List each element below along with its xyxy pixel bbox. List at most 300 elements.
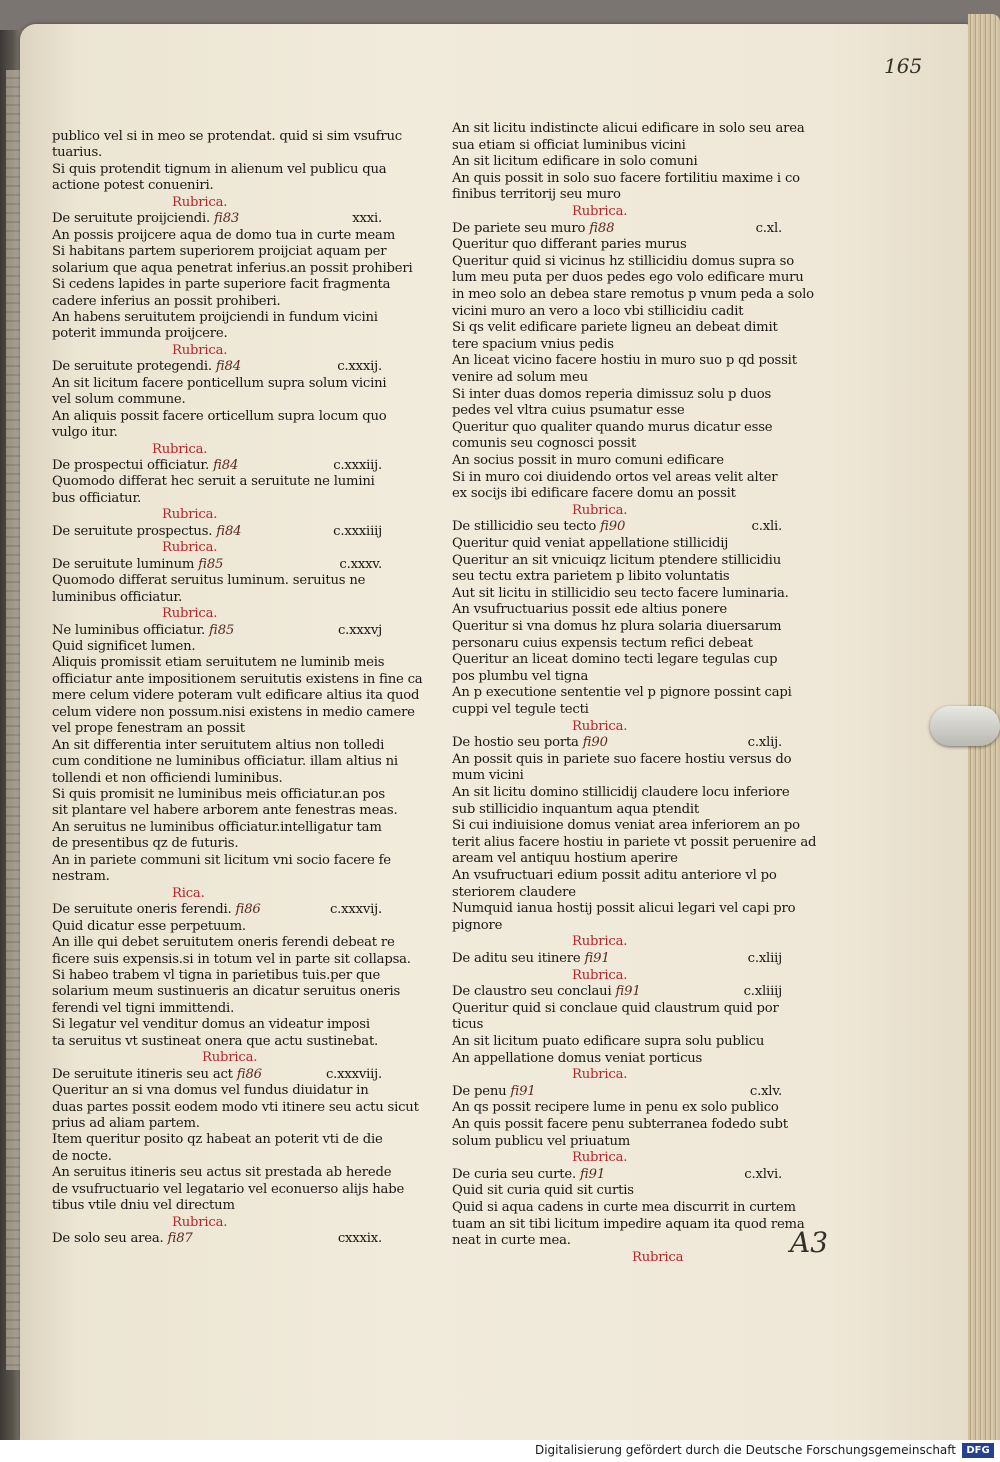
line-text: An socius possit in muro comuni edificare bbox=[452, 453, 724, 468]
rubric-heading: Rica. bbox=[172, 885, 205, 901]
text-line bbox=[52, 1164, 391, 1181]
line-text: Queritur an sit vnicuiqz licitum ptendere stillicidiu bbox=[452, 552, 781, 568]
line-text: Si quis protendit tignum in alienum vel publicu qua bbox=[52, 161, 387, 177]
line-text: Quid sit curia quid sit curtis bbox=[452, 1183, 634, 1199]
line-text: de nocte. bbox=[52, 1148, 112, 1164]
chapter-number: c.xxxij. bbox=[337, 359, 382, 375]
line-text: An aliquis possit facere orticellum supra locum quo bbox=[52, 408, 387, 424]
text-line bbox=[52, 210, 239, 227]
line-text: cuppi vel tegule tecti bbox=[452, 702, 589, 717]
marginal-note: fi90 bbox=[578, 735, 608, 751]
line-text: luminibus officiatur. bbox=[52, 589, 183, 605]
text-line bbox=[52, 177, 213, 194]
line-text: De seruitute proijciendi. bbox=[52, 211, 210, 227]
marginal-note: fi85 bbox=[205, 622, 235, 638]
chapter-number: c.xlij. bbox=[747, 735, 782, 751]
text-line bbox=[452, 767, 524, 784]
text-line bbox=[452, 286, 814, 303]
text-line bbox=[52, 654, 384, 671]
rubric-heading: Rubrica. bbox=[572, 718, 628, 734]
text-line bbox=[52, 802, 397, 819]
text-line bbox=[452, 236, 687, 253]
text-line bbox=[52, 490, 141, 507]
text-line bbox=[452, 419, 772, 436]
text-line bbox=[452, 801, 699, 818]
rubric-heading: Rubrica. bbox=[162, 606, 218, 622]
line-text: Queritur an liceat domino tecti legare tegulas cup bbox=[452, 652, 778, 668]
text-line bbox=[452, 1083, 535, 1100]
line-text: Queritur quid veniat appellatione stillicidij bbox=[452, 536, 729, 551]
chapter-number: c.xxxiij. bbox=[333, 458, 382, 473]
text-line bbox=[52, 868, 110, 885]
text-line bbox=[52, 951, 411, 968]
rubric-heading: Rubrica. bbox=[572, 934, 628, 950]
rubric-heading: Rubrica. bbox=[572, 1067, 628, 1083]
rubric-heading: Rubrica. bbox=[572, 1150, 628, 1166]
text-line bbox=[452, 651, 777, 668]
text-line bbox=[52, 556, 223, 573]
text-line bbox=[452, 751, 791, 768]
text-line bbox=[52, 1181, 404, 1198]
text-line bbox=[52, 983, 400, 1000]
chapter-number: cxxxix. bbox=[337, 1231, 382, 1247]
line-text: ta seruitus vt sustineat onera que actu sustinebat. bbox=[52, 1033, 379, 1049]
text-line bbox=[572, 203, 627, 220]
line-text: personaru cuius expensis tectum refici debeat bbox=[452, 635, 753, 651]
line-text: An appellatione domus veniat porticus bbox=[452, 1050, 703, 1066]
chapter-number: c.xxxviij. bbox=[325, 1066, 382, 1082]
line-text: celum videre non possum.nisi existens in medio camere bbox=[52, 704, 415, 720]
line-text: tere spacium vnius pedis bbox=[452, 336, 614, 352]
line-text: Si cui indiuisione domus veniat area inferiorem an po bbox=[452, 818, 800, 834]
line-text: An possit quis in pariete suo facere hostiu versus do bbox=[452, 751, 792, 767]
text-line bbox=[452, 1166, 605, 1183]
line-text: Si in muro coi diuidendo ortos vel areas velit alter bbox=[452, 469, 778, 485]
line-text: mum vicini bbox=[452, 768, 524, 784]
line-text: Si cedens lapides in parte superiore facit fragmenta bbox=[52, 277, 391, 293]
text-line bbox=[52, 819, 382, 836]
rubric-heading: Rubrica. bbox=[172, 342, 228, 358]
text-line bbox=[452, 269, 804, 286]
marginal-note: fi91 bbox=[575, 1166, 606, 1182]
line-text: mere celum videre poteram vult edificare altius ita quod bbox=[52, 688, 420, 704]
line-text: tibus vtile dniu vel directum bbox=[52, 1198, 235, 1214]
line-text: An sit licitu domino stillicidij claudere locu inferiore bbox=[452, 785, 790, 800]
marginal-note: fi88 bbox=[585, 220, 615, 236]
left-text-column bbox=[52, 128, 423, 1248]
text-line bbox=[452, 253, 794, 270]
marginal-note: fi84 bbox=[212, 523, 242, 539]
line-text: cadere inferius an possit prohiberi. bbox=[52, 293, 281, 309]
folio-number: 165 bbox=[884, 54, 923, 78]
text-line bbox=[452, 950, 610, 967]
line-text: solarium meum sustinueris an dicatur seruitus oneris bbox=[52, 984, 401, 1000]
text-line bbox=[52, 901, 261, 918]
line-text: bus officiatur. bbox=[52, 490, 142, 506]
line-text: An habens seruitutem proijciendi in fundum vicini bbox=[52, 309, 378, 325]
rubric-heading: Rubrica. bbox=[162, 540, 218, 556]
rubric-heading: Rubrica. bbox=[172, 1214, 228, 1230]
text-line bbox=[52, 473, 375, 490]
line-text: De seruitute itineris seu act bbox=[52, 1066, 233, 1082]
text-line bbox=[452, 568, 729, 585]
line-text: An vsufructuari edium possit aditu anteriore vl po bbox=[452, 868, 777, 883]
text-line bbox=[572, 1066, 627, 1083]
line-text: An ille qui debet seruitutem oneris ferendi debeat re bbox=[52, 935, 395, 951]
chapter-number: c.xxxvj bbox=[337, 622, 382, 638]
page-clip bbox=[930, 706, 1000, 746]
text-line bbox=[52, 391, 186, 408]
line-text: Numquid ianua hostij possit alicui legari vel capi pro bbox=[452, 901, 796, 917]
text-line bbox=[452, 867, 777, 884]
rubric-heading: Rubrica. bbox=[152, 441, 208, 457]
text-line bbox=[452, 1033, 764, 1050]
text-line bbox=[52, 325, 228, 342]
line-text: Si qs velit edificare pariete ligneu an debeat dimit bbox=[452, 320, 778, 336]
text-line bbox=[452, 352, 797, 369]
text-line bbox=[52, 770, 283, 787]
text-line bbox=[452, 585, 789, 602]
text-line bbox=[52, 408, 387, 425]
text-line bbox=[572, 933, 627, 950]
line-text: in meo solo an debea stare remotus p vnum peda a solo bbox=[452, 287, 814, 302]
text-line bbox=[452, 452, 724, 469]
text-line bbox=[452, 635, 753, 652]
text-line bbox=[452, 137, 686, 154]
text-line bbox=[52, 1148, 112, 1165]
line-text: Queritur quid si conclaue quid claustrum quid por bbox=[452, 1000, 779, 1016]
text-line bbox=[52, 638, 195, 655]
text-line bbox=[52, 967, 380, 984]
line-text: vulgo itur. bbox=[52, 425, 118, 441]
line-text: Quomodo differat hec seruit a seruitute ne lumini bbox=[52, 474, 375, 490]
line-text: Si habitans partem superiorem proijciat aquam per bbox=[52, 244, 387, 260]
line-text: terit alius facere hostiu in pariete vt possit peruenire ad bbox=[452, 834, 817, 850]
text-line bbox=[52, 589, 182, 606]
text-line bbox=[162, 605, 217, 622]
rubric-heading: Rubrica bbox=[632, 1249, 684, 1265]
chapter-number: c.xxxv. bbox=[339, 556, 382, 572]
line-text: Ne luminibus officiatur. bbox=[52, 622, 205, 638]
line-text: actione potest conueniri. bbox=[52, 178, 214, 194]
text-line bbox=[452, 1116, 788, 1133]
line-text: De seruitute prospectus. bbox=[52, 523, 213, 539]
line-text: tollendi et non officiendi luminibus. bbox=[52, 770, 283, 786]
line-text: Quid significet lumen. bbox=[52, 638, 196, 654]
marginal-note: fi91 bbox=[580, 951, 610, 966]
chapter-number: c.xlv. bbox=[749, 1083, 782, 1099]
text-line bbox=[52, 375, 386, 392]
line-text: de vsufructuario vel legatario vel econuerso alijs habe bbox=[52, 1181, 405, 1197]
text-line bbox=[52, 852, 391, 869]
line-text: sub stillicidio inquantum aqua ptendit bbox=[452, 801, 699, 817]
line-text: De penu bbox=[452, 1083, 507, 1099]
line-text: ficere suis expensis.si in totum vel in parte sit collapsa. bbox=[52, 951, 411, 967]
line-text: ex socijs ibi edificare facere domu an possit bbox=[452, 486, 736, 502]
line-text: Quomodo differat seruitus luminum. seruitus ne bbox=[52, 573, 366, 589]
text-line bbox=[52, 1000, 234, 1017]
chapter-number: c.xliiij bbox=[743, 984, 782, 1000]
line-text: Aliquis promissit etiam seruitutem ne luminib meis bbox=[52, 655, 385, 671]
line-text: De curia seu curte. bbox=[452, 1166, 576, 1182]
text-line bbox=[52, 720, 245, 737]
text-line bbox=[452, 402, 685, 419]
text-line bbox=[52, 243, 386, 260]
text-line bbox=[452, 817, 800, 834]
text-line bbox=[452, 834, 816, 851]
funding-notice: Digitalisierung gefördert durch die Deutsche Forschungsgemeinschaft bbox=[534, 1443, 956, 1457]
text-line bbox=[452, 1099, 779, 1116]
text-line bbox=[52, 835, 238, 852]
line-text: ferendi vel tigni immittendi. bbox=[52, 1000, 235, 1016]
text-line bbox=[452, 469, 777, 486]
line-text: An sit licitum puato edificare supra solu publicu bbox=[452, 1034, 765, 1049]
text-line bbox=[172, 885, 205, 902]
text-line bbox=[52, 227, 395, 244]
line-text: neat in curte mea. bbox=[452, 1233, 571, 1249]
text-line bbox=[52, 786, 385, 803]
text-line bbox=[452, 120, 805, 137]
text-line bbox=[452, 1000, 779, 1017]
marginal-note: fi90 bbox=[596, 519, 626, 535]
text-line bbox=[52, 1131, 383, 1148]
line-text: An quis possit in solo suo facere fortilitiu maxime i co bbox=[452, 170, 800, 186]
text-line bbox=[52, 1230, 193, 1247]
line-text: Si inter duas domos reperia dimissuz solu p duos bbox=[452, 386, 772, 402]
line-text: Queritur quo qualiter quando murus dicatur esse bbox=[452, 419, 773, 435]
line-text: De aditu seu itinere bbox=[452, 951, 581, 966]
footer-bar bbox=[0, 1440, 1000, 1462]
text-line bbox=[452, 668, 588, 685]
text-line bbox=[572, 718, 627, 735]
text-line bbox=[452, 917, 502, 934]
text-line bbox=[162, 506, 217, 523]
line-text: An seruitus itineris seu actus sit prestada ab herede bbox=[52, 1165, 392, 1181]
text-line bbox=[172, 1214, 227, 1231]
text-line bbox=[52, 572, 365, 589]
text-line bbox=[452, 336, 614, 353]
line-text: sua etiam si officiat luminibus vicini bbox=[452, 137, 686, 153]
line-text: An vsufructuarius possit ede altius ponere bbox=[452, 602, 727, 618]
chapter-number: c.xl. bbox=[755, 220, 782, 236]
signature-mark: A3 bbox=[790, 1226, 829, 1259]
text-line bbox=[52, 704, 415, 721]
line-text: pedes vel vltra cuius psumatur esse bbox=[452, 403, 685, 419]
line-text: An sit licitum facere ponticellum supra solum vicini bbox=[52, 375, 387, 391]
text-line bbox=[52, 1033, 378, 1050]
line-text: pos plumbu vel tigna bbox=[452, 668, 589, 684]
line-text: Queritur quo differant paries murus bbox=[452, 237, 687, 253]
text-line bbox=[452, 1216, 805, 1233]
line-text: Aut sit licitu in stillicidio seu tecto facere luminaria. bbox=[452, 585, 789, 601]
line-text: finibus territorij seu muro bbox=[452, 187, 621, 203]
line-text: De solo seu area. bbox=[52, 1231, 164, 1247]
line-text: solarium que aqua penetrat inferius.an possit prohiberi bbox=[52, 260, 413, 276]
line-text: comunis seu cognosci possit bbox=[452, 436, 637, 452]
line-text: duas partes possit eodem modo vti itinere seu actu sicut bbox=[52, 1099, 419, 1115]
text-line bbox=[52, 934, 395, 951]
chapter-number: c.xxxiiij bbox=[333, 523, 382, 539]
text-line bbox=[452, 552, 781, 569]
text-line bbox=[452, 1232, 571, 1249]
dfg-logo: DFG bbox=[962, 1443, 994, 1458]
line-text: nestram. bbox=[52, 869, 110, 885]
text-line bbox=[452, 850, 678, 867]
line-text: An possis proijcere aqua de domo tua in curte meam bbox=[52, 227, 395, 243]
line-text: Si legatur vel venditur domus an videatur imposi bbox=[52, 1017, 370, 1033]
text-line bbox=[572, 967, 627, 984]
marginal-note: fi87 bbox=[163, 1231, 193, 1247]
text-line bbox=[452, 535, 728, 552]
line-text: De hostio seu porta bbox=[452, 735, 579, 751]
line-text: seu tectu extra parietem p libito voluntatis bbox=[452, 569, 730, 585]
text-line bbox=[452, 784, 789, 801]
marginal-note: fi83 bbox=[210, 211, 240, 227]
line-text: An qs possit recipere lume in penu ex solo publico bbox=[452, 1100, 779, 1116]
text-line bbox=[452, 1133, 630, 1150]
line-text: Item queritur posito qz habeat an poterit vti de die bbox=[52, 1132, 383, 1148]
text-line bbox=[52, 1115, 200, 1132]
chapter-number: c.xlvi. bbox=[744, 1166, 782, 1182]
line-text: de presentibus qz de futuris. bbox=[52, 836, 239, 852]
line-text: De stillicidio seu tecto bbox=[452, 519, 597, 535]
text-line bbox=[452, 386, 771, 403]
line-text: De prospectui officiatur. bbox=[52, 458, 210, 473]
line-text: prius ad aliam partem. bbox=[52, 1116, 200, 1131]
line-text: De claustro seu conclaui bbox=[452, 984, 612, 1000]
line-text: sit plantare vel habere arborem ante fenestras meas. bbox=[52, 803, 398, 819]
text-line bbox=[52, 276, 390, 293]
chapter-number: c.xxxvij. bbox=[329, 902, 382, 918]
marginal-note: fi84 bbox=[211, 359, 241, 375]
text-line bbox=[452, 1016, 483, 1033]
line-text: An quis possit facere penu subterranea fodedo subt bbox=[452, 1117, 788, 1132]
text-line bbox=[452, 435, 636, 452]
text-line bbox=[632, 1249, 683, 1266]
text-line bbox=[452, 186, 621, 203]
text-line bbox=[452, 319, 778, 336]
line-text: vicini muro an vero a loco vbi stillicidiu cadit bbox=[452, 303, 744, 319]
text-line bbox=[452, 734, 608, 751]
text-line bbox=[452, 1199, 796, 1216]
rubric-heading: Rubrica. bbox=[202, 1050, 258, 1066]
marginal-note: fi91 bbox=[611, 984, 641, 1000]
line-text: vel prope fenestram an possit bbox=[52, 721, 245, 737]
line-text: cum conditione ne luminibus officiatur. illam altius ni bbox=[52, 754, 398, 770]
text-line bbox=[52, 523, 241, 540]
line-text: venire ad solum meu bbox=[452, 370, 588, 385]
text-line bbox=[52, 457, 238, 474]
text-line bbox=[52, 753, 398, 770]
text-line bbox=[452, 369, 588, 386]
text-line bbox=[52, 671, 422, 688]
line-text: An seruitus ne luminibus officiatur.intelligatur tam bbox=[52, 819, 382, 835]
text-line bbox=[52, 1082, 368, 1099]
text-line bbox=[452, 153, 698, 170]
line-text: An sit licitum edificare in solo comuni bbox=[452, 154, 698, 170]
marginal-note: fi84 bbox=[209, 458, 239, 473]
line-text: Queritur an si vna domus vel fundus diuidatur in bbox=[52, 1083, 369, 1099]
line-text: De seruitute oneris ferendi. bbox=[52, 902, 232, 918]
text-line bbox=[52, 161, 386, 178]
line-text: De seruitute protegendi. bbox=[52, 359, 212, 375]
marginal-note: fi86 bbox=[231, 902, 261, 918]
text-line bbox=[52, 128, 402, 145]
line-text: Si habeo trabem vl tigna in parietibus tuis.per que bbox=[52, 967, 381, 983]
line-text: publico vel si in meo se protendat. quid si sim vsufruc bbox=[52, 129, 402, 144]
text-line bbox=[52, 1099, 419, 1116]
rubric-heading: Rubrica. bbox=[572, 967, 628, 983]
text-line bbox=[452, 485, 736, 502]
text-line bbox=[572, 1149, 627, 1166]
chapter-number: xxxi. bbox=[352, 211, 382, 227]
text-line bbox=[452, 618, 781, 635]
text-line bbox=[52, 293, 281, 310]
line-text: ticus bbox=[452, 1017, 484, 1033]
text-line bbox=[52, 918, 246, 935]
text-line bbox=[52, 144, 102, 161]
line-text: vel solum commune. bbox=[52, 392, 186, 408]
chapter-number: c.xliij bbox=[747, 951, 782, 966]
text-line bbox=[52, 687, 419, 704]
text-line bbox=[52, 1197, 235, 1214]
text-line bbox=[452, 303, 743, 320]
text-line bbox=[452, 684, 792, 701]
text-line bbox=[52, 1016, 370, 1033]
rubric-heading: Rubrica. bbox=[162, 507, 218, 523]
line-text: An in pariete communi sit licitum vni socio facere fe bbox=[52, 852, 391, 868]
rubric-heading: Rubrica. bbox=[172, 194, 228, 210]
text-line bbox=[452, 601, 727, 618]
line-text: lum meu puta per duos pedes ego volo edificare muru bbox=[452, 270, 804, 286]
line-text: De pariete seu muro bbox=[452, 220, 586, 236]
line-text: Quid si aqua cadens in curte mea discurrit in curtem bbox=[452, 1200, 796, 1215]
line-text: steriorem claudere bbox=[452, 884, 576, 900]
text-line bbox=[452, 1182, 634, 1199]
line-text: Queritur quid si vicinus hz stillicidiu domus supra so bbox=[452, 253, 794, 269]
text-line bbox=[52, 1066, 262, 1083]
marginal-note: fi91 bbox=[506, 1083, 536, 1099]
line-text: officiatur ante impositionem seruitutis existens in fine ca bbox=[52, 671, 423, 687]
text-line bbox=[172, 342, 227, 359]
text-line bbox=[452, 983, 641, 1000]
text-line bbox=[452, 1050, 702, 1067]
marginal-note: fi85 bbox=[194, 556, 224, 572]
text-line bbox=[162, 539, 217, 556]
chapter-number: c.xli. bbox=[751, 519, 782, 535]
line-text: solum publicu vel priuatum bbox=[452, 1133, 631, 1149]
text-line bbox=[572, 502, 627, 519]
text-line bbox=[152, 441, 207, 458]
marginal-note: fi86 bbox=[232, 1066, 262, 1082]
line-text: An sit differentia inter seruitutem altius non tolledi bbox=[52, 737, 385, 753]
text-line bbox=[52, 260, 413, 277]
text-line bbox=[452, 701, 589, 718]
text-line bbox=[52, 309, 378, 326]
rubric-heading: Rubrica. bbox=[572, 204, 628, 219]
line-text: poterit immunda proijcere. bbox=[52, 326, 228, 342]
text-line bbox=[52, 358, 241, 375]
line-text: An p executione sententie vel p pignore possint capi bbox=[452, 685, 792, 701]
line-text: Quid dicatur esse perpetuum. bbox=[52, 918, 246, 934]
text-line bbox=[172, 194, 227, 211]
line-text: An liceat vicino facere hostiu in muro suo p qd possit bbox=[452, 353, 797, 369]
text-line bbox=[452, 518, 625, 535]
rubric-heading: Rubrica. bbox=[572, 502, 628, 518]
line-text: tuam an sit tibi licitum impedire aquam ita quod rema bbox=[452, 1216, 805, 1232]
text-line bbox=[52, 622, 234, 639]
line-text: Si quis promisit ne luminibus meis officiatur.an pos bbox=[52, 787, 385, 802]
